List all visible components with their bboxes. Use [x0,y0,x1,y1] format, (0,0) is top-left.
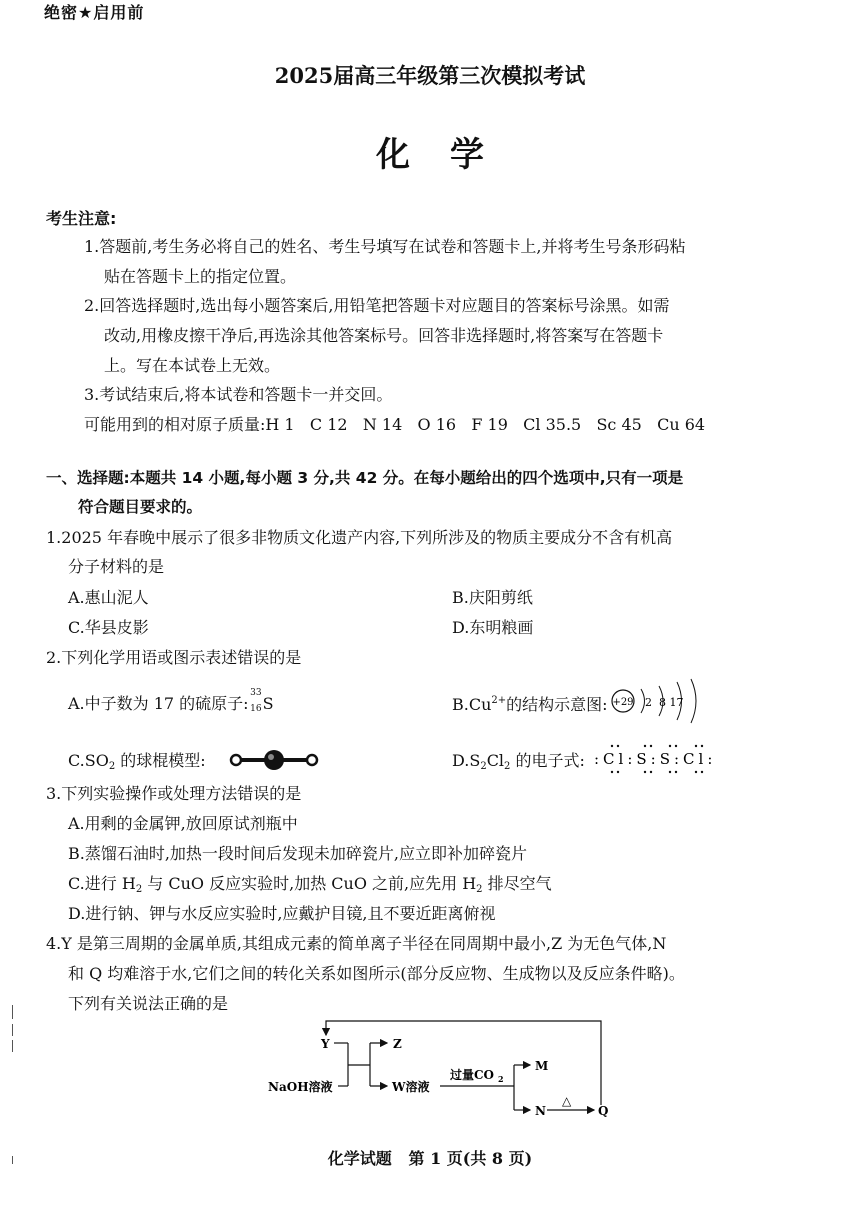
q1-option-d: D.东明粮画 [452,618,534,637]
q2-option-b [452,686,608,719]
q4-stem-line-3: 下列有关说法正确的是 [68,994,229,1013]
q3-option-c-subscript-1: 2 [135,884,143,895]
q2-option-d-subscript-2: 2 [504,761,511,772]
q2-option-d-prefix: D.S [452,751,481,770]
notice-heading: 考生注意: [46,209,117,228]
q3-option-b: B.蒸馏石油时,加热一段时间后发现未加碎瓷片,应立即补加碎瓷片 [68,844,528,863]
q1-option-c: C.华县皮影 [68,618,149,637]
electron-formula-text: :Cl:S:S:Cl: [594,750,717,768]
notice-item-2-line-2: 改动,用橡皮擦干净后,再选涂其他答案标号。回答非选择题时,将答案写在答题卡 [104,326,664,345]
margin-mark-1 [12,1005,13,1019]
q3-option-c-subscript-2: 2 [476,884,483,895]
label-n: N [535,1104,546,1118]
q1-option-a: A.惠山泥人 [68,588,149,607]
q2-stem: 2.下列化学用语或图示表述错误的是 [46,648,302,667]
atomic-mass-list: 可能用到的相对原子质量:H 1 C 12 N 14 O 16 F 19 Cl 35.5 Sc 45 Cu 64 [84,415,706,434]
q2-option-d-text: 的电子式: [510,751,585,770]
q1-stem-line-1: 1.2025 年春晚中展示了很多非物质文化遗产内容,下列所涉及的物质主要成分不含有机高 [46,528,673,547]
heat-symbol: △ [562,1094,572,1108]
margin-mark-3 [12,1040,13,1052]
section-1-heading-line-1: 一、选择题:本题共 14 小题,每小题 3 分,共 42 分。在每小题给出的四个选项中,只有一项是 [46,469,684,487]
page-footer: 化学试题 第 1 页(共 8 页) [327,1149,533,1168]
margin-mark-2 [12,1024,13,1036]
shell-arc-1 [641,689,645,713]
q2-option-c-text: 的球棍模型: [115,751,206,770]
notice-item-1-line-1: 1.答题前,考生务必将自己的姓名、考生号填写在试卷和答题卡上,并将考生号条形码粘 [84,237,686,256]
atomic-structure-diagram [603,676,713,726]
mass-number: 33 [250,688,262,698]
q3-option-a: A.用剩的金属钾,放回原试剂瓶中 [68,814,298,833]
notice-item-1-line-2: 贴在答题卡上的指定位置。 [104,267,297,286]
q3-option-c-part-1: C.进行 H [68,874,136,893]
ball-stick-model [228,748,320,772]
notice-item-2-line-3: 上。写在本试卷上无效。 [104,356,281,375]
q2-option-d-chlorine: Cl [486,751,505,770]
q4-stem-line-1: 4.Y 是第三周期的金属单质,其组成元素的简单离子半径在同周期中最小,Z 为无色气体,N [46,934,667,953]
feedback-arrow [326,1021,601,1105]
q3-option-c-part-2: 与 CuO 反应实验时,加热 CuO 之前,应先用 H [142,874,477,893]
sulfur-atom [264,750,284,770]
label-z: Z [393,1037,402,1051]
subject-title: 化学 [376,135,524,175]
q2-option-c-prefix: C.SO [68,751,109,770]
label-q: Q [598,1104,609,1118]
q2-option-d [452,746,585,781]
sulfur-highlight [268,754,274,760]
q2-option-c-subscript: 2 [108,761,116,772]
q2-option-b-text: 的结构示意图: [506,695,608,714]
q3-option-c-part-3: 排尽空气 [482,874,552,893]
nuclide-notation [249,688,263,714]
q2-option-d-subscript-1: 2 [480,761,487,772]
label-w: W溶液 [392,1080,430,1094]
q1-stem-line-2: 分子材料的是 [68,557,165,576]
label-co2-subscript: 2 [498,1074,504,1084]
notice-item-3: 3.考试结束后,将本试卷和答题卡一并交回。 [84,385,393,404]
q2-option-c [68,746,206,781]
oxygen-atom-right [307,755,317,765]
section-1-heading-line-2: 符合题目要求的。 [78,498,203,516]
electron-formula [590,740,725,776]
transformation-diagram [262,1015,612,1120]
shell-electrons: 2 8 17 [645,696,684,709]
atomic-number: 16 [250,704,262,714]
q2-option-a-text: A.中子数为 17 的硫原子: [68,694,249,713]
notice-item-2-line-1: 2.回答选择题时,选出每小题答案后,用铅笔把答题卡对应题目的答案标号涂黑。如需 [84,296,670,315]
confidential-mark: 绝密★启用前 [44,3,145,22]
ion-charge: 2+ [491,695,507,706]
q3-option-d: D.进行钠、钾与水反应实验时,应戴护目镜,且不要近距离俯视 [68,904,496,923]
label-naoh: NaOH溶液 [268,1080,333,1094]
label-co2: 过量CO [450,1068,495,1082]
shell-arc-4 [691,679,696,723]
q4-stem-line-2: 和 Q 均难溶于水,它们之间的转化关系如图所示(部分反应物、生成物以及反应条件略)。 [68,964,685,983]
element-symbol: S [262,694,274,713]
nucleus-label: +29 [612,697,634,708]
label-m: M [535,1059,549,1073]
q1-option-b: B.庆阳剪纸 [452,588,533,607]
q2-option-a [68,689,274,718]
oxygen-atom-left [231,755,241,765]
exam-title: 2025届高三年级第三次模拟考试 [274,63,586,88]
margin-mark-4 [12,1156,13,1164]
q2-option-b-prefix: B.Cu [452,695,492,714]
q3-stem: 3.下列实验操作或处理方法错误的是 [46,784,302,803]
label-y: Y [321,1037,330,1051]
